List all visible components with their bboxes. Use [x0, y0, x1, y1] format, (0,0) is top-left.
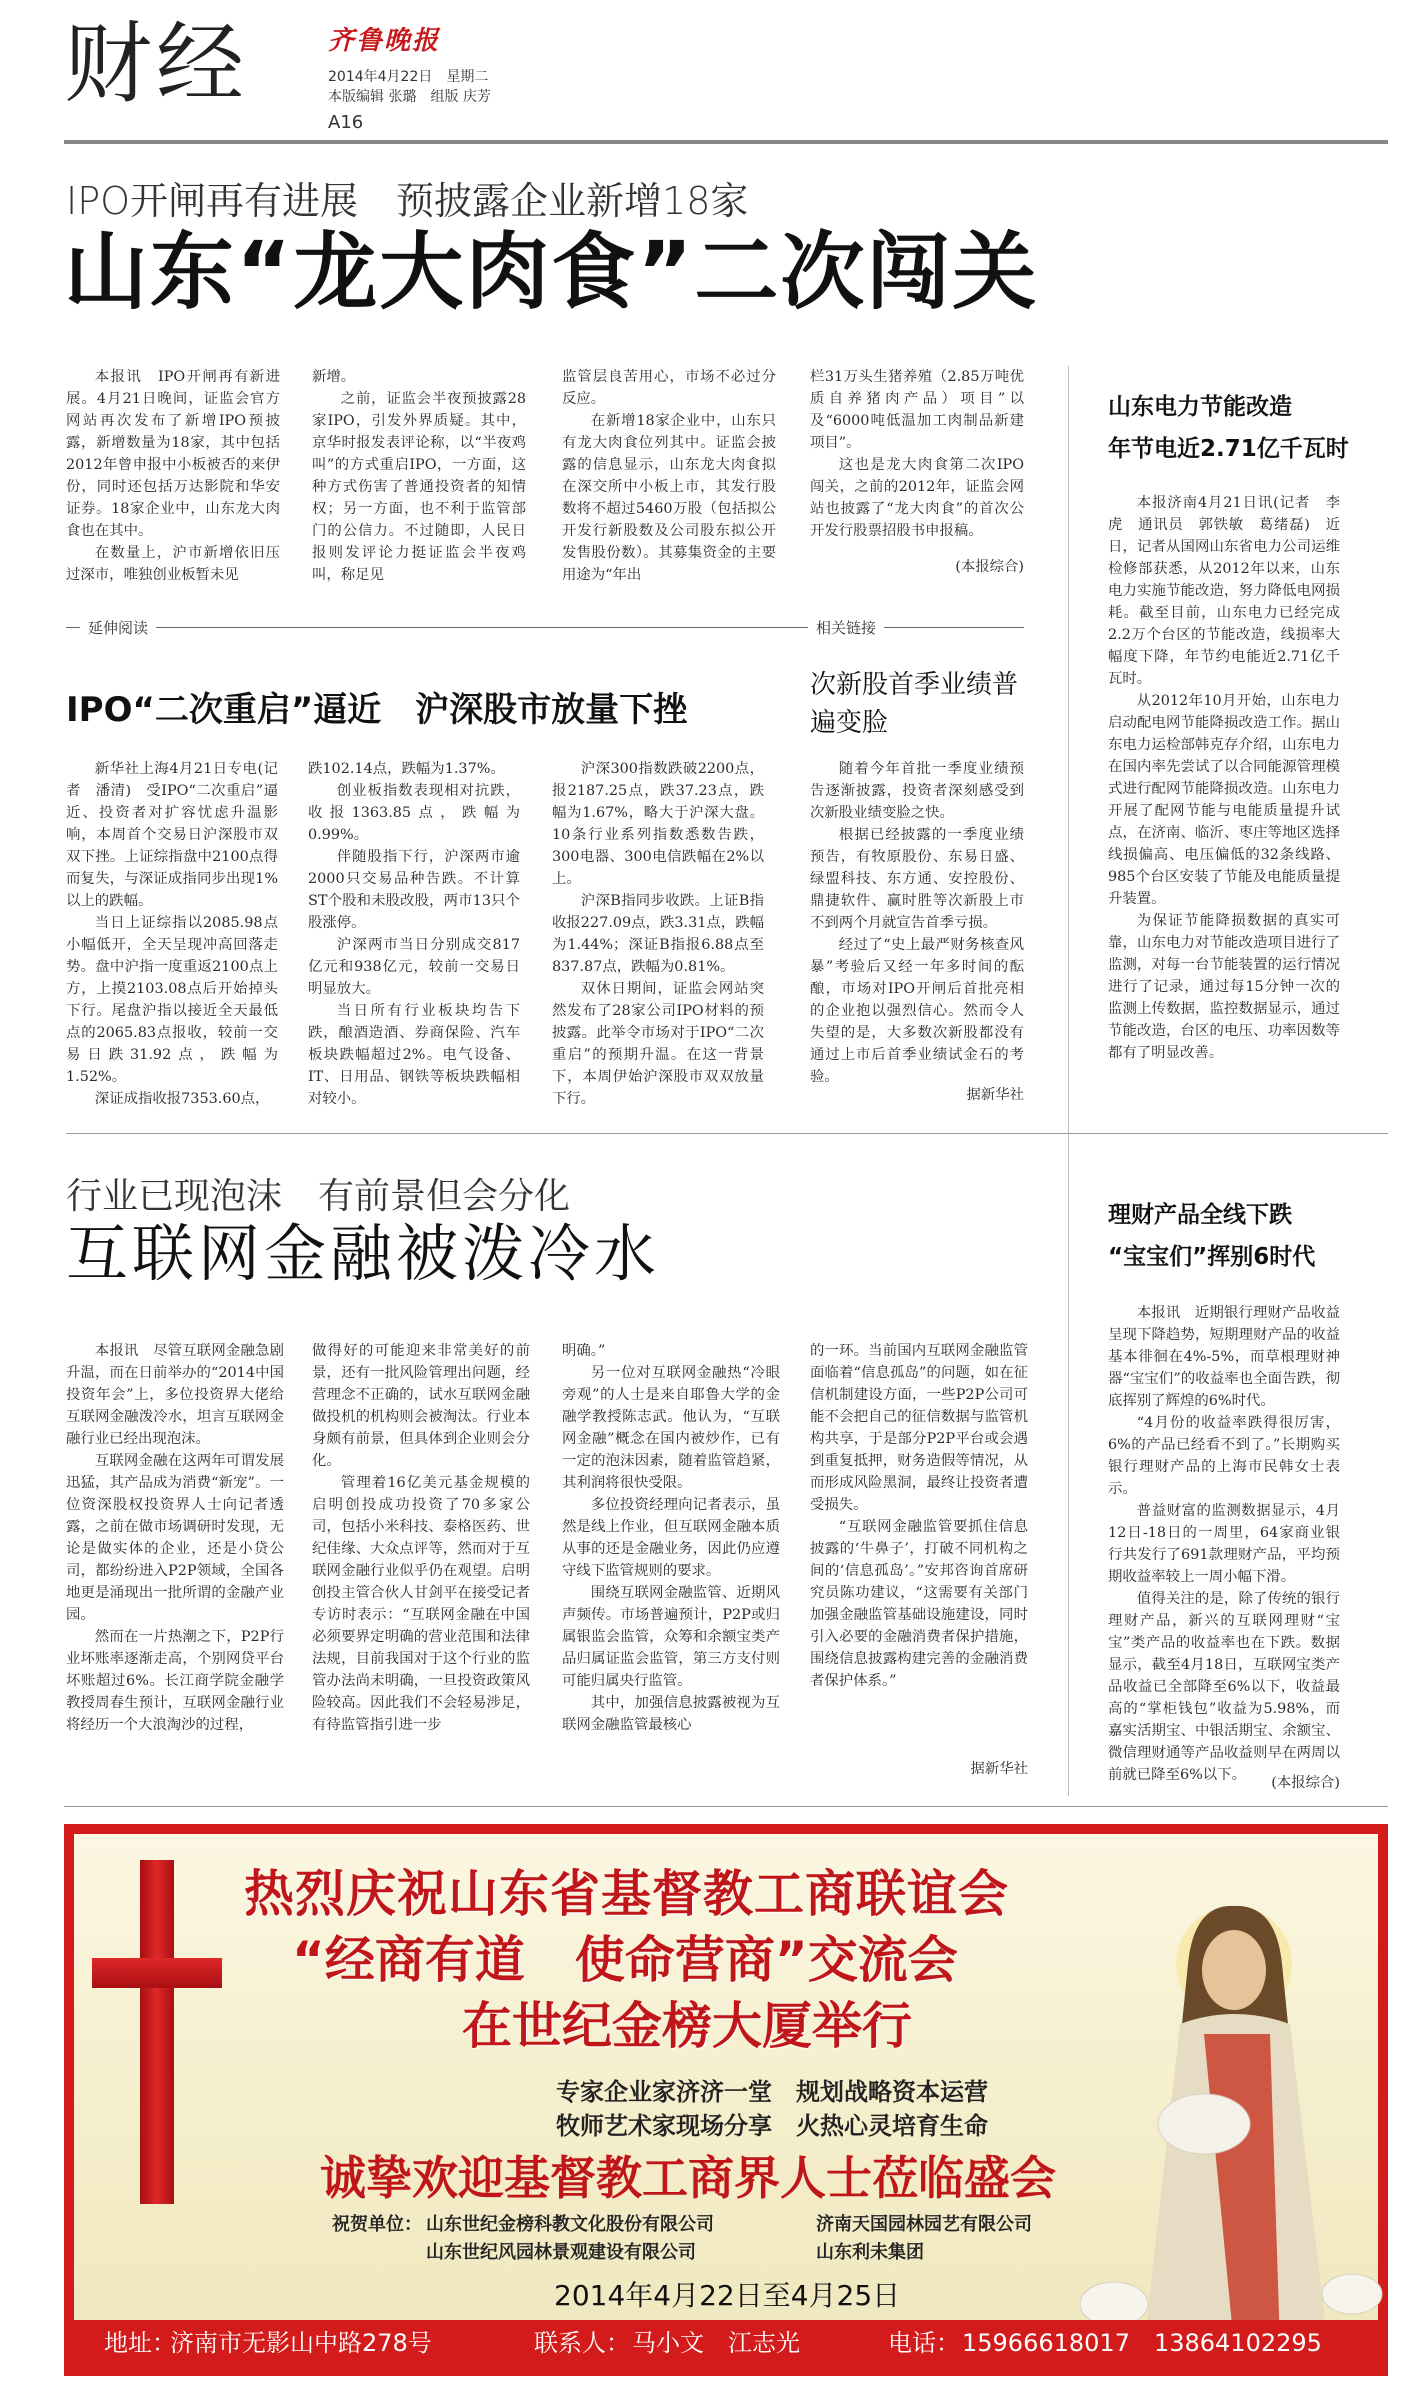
ad-welcome: 诚挚欢迎基督教工商界人士莅临盛会 [320, 2151, 1056, 2205]
ad-line-1: 热烈庆祝山东省基督教工商联谊会 [244, 1865, 1009, 1923]
lamb [1158, 2094, 1250, 2154]
story6-credit: (本报综合) [1271, 1775, 1340, 1791]
story2-bottom-rule [66, 1133, 1388, 1134]
address-text: 济南市无影山中路278号 [170, 2329, 432, 2357]
ad-sponsor-label: 祝贺单位： [332, 2214, 422, 2235]
story4-body: 本报济南4月21日讯(记者 李虎 通讯员 郭铁敏 葛绪磊) 近日，记者从国网山东省电力公司运维检修部获悉，从2012年以来，山东电力实施节能改造，努力降低电网损耗。截至目前，山东电力已经完成2.2万个台区的节能改造，线损率大幅度下降，年节约电能近2.71亿千瓦时。 从2012年10月开始，山东电力启动配电网节能降损改造工作。据山东电力运检部韩克存介绍，山东电力在国内率先尝试了以合同能源管理模式进行配网节能降损改造。山东电力开展了配网节能与电能质量提升试点，在济南、临沂、枣庄等地区选择线损偏高、电压偏低的32条线路、985个台区安装了节能及电能质量提升装置。 为保证节能降损数据的真实可靠，山东电力对节能改造项目进行了监测，对每一台节能装置的运行情况进行了记录，通过每15分钟一次的监测上传数据，监控数据显示，通过节能改造，台区的电压、功率因数等都有了明显改善。 [1108, 495, 1340, 1061]
story2-col2: 跌102.14点，跌幅为1.37%。 创业板指数表现相对抗跌，收报1363.85点，跌幅为0.99%。 伴随股指下行，沪深两市逾2000只交易品种告跌。不计算ST个股和未股改股，两市13只个股涨停。 沪深两市当日分别成交817亿元和938亿元，较前一交易日明显放大。 当日所有行业板块均告下跌，酿酒造酒、券商保险、汽车板块跌幅超过2%。电气设备、IT、日用品、钢铁等板块跌幅相对较小。 [308, 761, 520, 1107]
face [1202, 1930, 1266, 2010]
ad-sponsor-3: 山东世纪风园林景观建设有限公司 [426, 2242, 696, 2263]
story1-col4: 栏31万头生猪养殖（2.85万吨优质自养猪肉产品）项目”以及“6000吨低温加工肉制品新建项目”。 这也是龙大肉食第二次IPO闯关，之前的2012年，证监会网站也披露了“龙大肉食”的首次公开发行股票招股书申报稿。 [810, 369, 1024, 539]
ad-sub-1: 专家企业家济济一堂 规划战略资本运营 [556, 2078, 988, 2106]
right-column-divider [1068, 366, 1069, 1796]
ad-sponsor-4: 山东利未集团 [816, 2242, 924, 2263]
sheep-2 [1322, 2274, 1382, 2314]
contact-names: 马小文 江志光 [632, 2329, 800, 2357]
advertisement [64, 1824, 1388, 2376]
ad-contact-bar [64, 2320, 1388, 2366]
newspaper-logo: 齐鲁晚报 [328, 26, 441, 56]
page-number: A16 [328, 112, 364, 133]
masthead-rule [64, 140, 1388, 144]
story5-col1: 本报讯 尽管互联网金融急剧升温，而在日前举办的“2014中国投资年会”上，多位投资界大佬给互联网金融泼冷水，坦言互联网金融行业已经出现泡沫。 互联网金融在这两年可谓发展迅猛，其产品成为消费“新宠”。一位资深股权投资界人士向记者透露，之前在做市场调研时发现，无论是做实体的企业，还是小贷公司，都纷纷进入P2P领域，全国各地更是涌现出一批所谓的金融产业园。 然而在一片热潮之下，P2P行业坏账率逐渐走高，个别网贷平台坏账超过6%。长江商学院金融学教授周春生预计，互联网金融行业将经历一个大浪淘沙的过程， [66, 1343, 284, 1733]
editor-credits: 本版编辑 张璐 组版 庆芳 [328, 89, 491, 105]
story3-credit: 据新华社 [966, 1087, 1024, 1103]
story6-body: 本报讯 近期银行理财产品收益呈现下降趋势，短期理财产品的收益基本徘徊在4%-5%，而草根理财神器“宝宝们”的收益率也全面告跌，彻底挥别了辉煌的6%时代。 “4月份的收益率跌得很厉害，6%的产品已经看不到了。”长期购买银行理财产品的上海市民韩女士表示。 普益财富的监测数据显示，4月12日-18日的一周里，64家商业银行共发行了691款理财产品，平均预期收益率较上一周小幅下滑。 值得关注的是，除了传统的银行理财产品，新兴的互联网理财“宝宝”类产品的收益率也在下跌。数据显示，截至4月18日，互联网宝类产品收益已全部降至6%以下，收益最高的“掌柜钱包”收益为5.98%，而嘉实活期宝、中银活期宝、余额宝、微信理财通等产品收益则早在两周以前就已降至6%以下。 [1108, 1305, 1340, 1783]
section-title: 财经 [64, 12, 249, 115]
story5-col2: 做得好的可能迎来非常美好的前景，还有一批风险管理出问题，经营理念不正确的，试水互联网金融做投机的机构则会被淘汰。行业本身颇有前景，但具体到企业则会分化。 管理着16亿美元基金规模的启明创投成功投资了70多家公司，包括小米科技、泰格医药、世纪佳缘、大众点评等，然而对于互联网金融行业似乎仍在观望。启明创投主管合伙人甘剑平在接受记者专访时表示：“互联网金融在中国必须要界定明确的营业范围和法律法规，目前我国对于这个行业的监管办法尚未明确，一旦投资政策风险较高。因此我们不会轻易涉足，有待监管指引进一步 [312, 1343, 530, 1733]
story1-credit: (本报综合) [955, 559, 1024, 575]
ad-line-2: “经商有道 使命营商”交流会 [292, 1931, 958, 1989]
story5-col4: 的一环。当前国内互联网金融监管面临着“信息孤岛”的问题，如在征信机制建设方面，一些P2P公司可能不会把自己的征信数据与监管机构共享，于是部分P2P平台或会遇到重复抵押，财务造假等情况，从而形成风险黑洞，最终让投资者遭受损失。 “互联网金融监管要抓住信息披露的‘牛鼻子’，打破不同机构之间的‘信息孤岛’。”安邦咨询首席研究员陈功建议，“这需要有关部门加强金融监管基础设施建设，同时引入必要的金融消费者保护措施，围绕信息披露构建完善的金融消费者保护体系。” [810, 1343, 1028, 1689]
address-label: 地址： [104, 2329, 176, 2357]
story1-headline: 山东“龙大肉食”二次闯关 [64, 223, 1039, 321]
ad-sponsor-1: 山东世纪金榜科教文化股份有限公司 [426, 2214, 714, 2235]
masthead [64, 14, 1388, 144]
ad-sponsor-2: 济南天国园林园艺有限公司 [816, 2214, 1032, 2235]
phone-label: 电话： [888, 2329, 960, 2357]
story3-body: 随着今年首批一季度业绩预告逐渐披露，投资者深刻感受到次新股业绩变脸之快。 根据已经披露的一季度业绩预告，有牧原股份、东易日盛、绿盟科技、东方通、安控股份、鼎捷软件、赢时胜等次新股上市不到两个月就宣告首季亏损。 经过了“史上最严财务核查风暴”考验后又经一年多时间的酝酿，市场对IPO开闸后首批亮相的企业抱以强烈信心。然而令人失望的是，大多数次新股都没有通过上市后首季业绩试金石的考验。 [810, 761, 1024, 1085]
story2-tag: 延伸阅读 [80, 617, 156, 638]
story1-kicker: IPO开闸再有进展 预披露企业新增18家 [66, 179, 749, 223]
ad-dates: 2014年4月22日至4月25日 [554, 2279, 901, 2312]
shepherd-illustration [1084, 1874, 1378, 2346]
story1-col1: 本报讯 IPO开闸再有新进展。4月21日晚间，证监会官方网站再次发布了新增IPO预披露，新增数量为18家，其中包括2012年曾申报中小板被否的来伊份，同时还包括万达影院和华安证券。18家企业中，山东龙大肉食也在其中。 在数量上，沪市新增依旧压过深市，唯独创业板暂未见 [66, 369, 280, 583]
story4-headline-line2: 年节电近2.71亿千瓦时 [1108, 436, 1349, 462]
story2-col3: 沪深300指数跌破2200点，报2187.25点，跌37.23点，跌幅为1.67%，略大于沪深大盘。10条行业系列指数悉数告跌，300电器、300电信跌幅在2%以上。 沪深B指同步收跌。上证B指收报227.09点，跌3.31点，跌幅为1.44%；深证B指报6.88点至837.87点，跌幅为0.81%。 双休日期间，证监会网站突然发布了28家公司IPO材料的预披露。此举令市场对于IPO“二次重启”的预期升温。在这一背景下，本周伊始沪深股市双双放量下行。 [552, 761, 764, 1107]
story6-headline-line1: 理财产品全线下跌 [1108, 1202, 1292, 1228]
story3-tag: 相关链接 [808, 617, 884, 638]
story5-kicker: 行业已现泡沫 有前景但会分化 [66, 1176, 571, 1217]
story6-headline-line2: “宝宝们”挥别6时代 [1108, 1244, 1316, 1270]
story4-headline-line1: 山东电力节能改造 [1108, 394, 1292, 420]
ad-line-3: 在世纪金榜大厦举行 [462, 1997, 912, 2055]
ad-top-rule [64, 1806, 1388, 1807]
story1-col2: 新增。 之前，证监会半夜预披露28家IPO，引发外界质疑。其中，京华时报发表评论称，以“半夜鸡叫”的方式重启IPO，一方面，这种方式伤害了普通投资者的知情权；另一方面，也不利于监管部门的公信力。不过随即，人民日报则发评论力挺证监会半夜鸡叫，称足见 [312, 369, 526, 583]
phone-numbers: 15966618017 13864102295 [962, 2329, 1322, 2357]
cross-icon [140, 1860, 174, 2204]
story2-col1: 新华社上海4月21日专电(记者 潘清) 受IPO“二次重启”逼近、投资者对扩容忧虑升温影响，本周首个交易日沪深股市双双下挫。上证综指盘中2100点得而复失，与深证成指同步出现1%以上的跌幅。 当日上证综指以2085.98点小幅低开，全天呈现冲高回落走势。盘中沪指一度重返2100点上方，上摸2103.08点后开始掉头下行。尾盘沪指以接近全天最低点的2065.83点报收，较前一交易日跌31.92点，跌幅为1.52%。 深证成指收报7353.60点， [66, 761, 278, 1107]
story5-col3: 明确。” 另一位对互联网金融热“冷眼旁观”的人士是来自耶鲁大学的金融学教授陈志武。他认为，“互联网金融”概念在国内被炒作，已有一定的泡沫因素，随着监管趋紧，其利润将很快受限。 多位投资经理向记者表示，虽然是线上作业，但互联网金融本质从事的还是金融业务，因此仍应遵守线下监管规则的要求。 围绕互联网金融监管、近期风声频传。市场普遍预计，P2P或归属银监会监管，众筹和余额宝类产品归属证监会监管，第三方支付则可能归属央行监管。 其中，加强信息披露被视为互联网金融监管最核心 [562, 1343, 780, 1733]
story5-headline: 互联网金融被泼冷水 [66, 1217, 661, 1290]
issue-date: 2014年4月22日 星期二 [328, 69, 489, 85]
contact-label: 联系人： [534, 2329, 630, 2357]
story3-headline: 次新股首季业绩普遍变脸 [810, 670, 1019, 738]
cross-bar [92, 1958, 222, 1988]
ad-sub-2: 牧师艺术家现场分享 火热心灵培育生命 [556, 2112, 988, 2140]
story1-col3: 监管层良苦用心，市场不必过分反应。 在新增18家企业中，山东只有龙大肉食位列其中。证监会披露的信息显示，山东龙大肉食拟在深交所中小板上市，其发行股数将不超过5460万股（包括拟公开发行新股数及公司股东拟公开发售股份数）。其募集资金的主要用途为“年出 [562, 369, 776, 583]
story5-credit: 据新华社 [970, 1761, 1028, 1777]
story2-headline: IPO“二次重启”逼近 沪深股市放量下挫 [66, 690, 688, 730]
